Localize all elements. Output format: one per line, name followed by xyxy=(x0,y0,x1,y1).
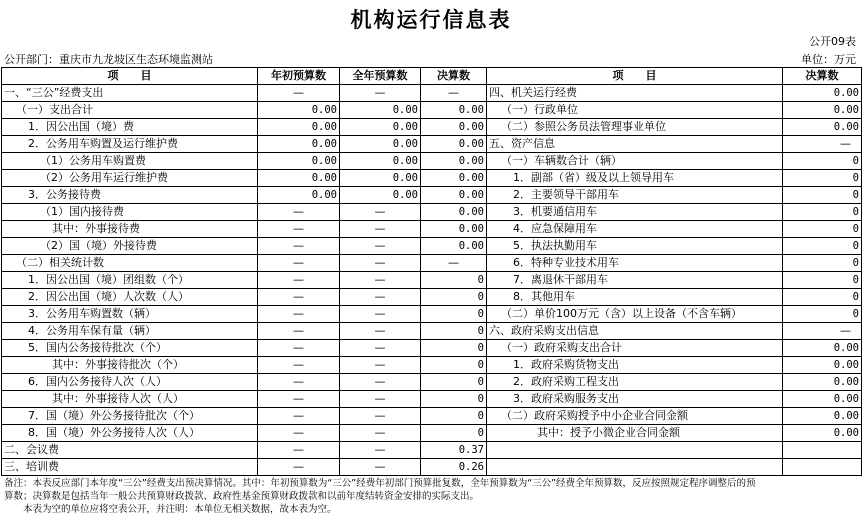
row-item: 2．公务用车购置及运行维护费 xyxy=(2,136,258,153)
row-final-account: 0 xyxy=(421,306,487,323)
row-final-account: 0 xyxy=(421,272,487,289)
row-final-account: 0.00 xyxy=(421,204,487,221)
header-final-account: 决算数 xyxy=(421,68,487,85)
row-final-account: 0.00 xyxy=(421,136,487,153)
row-item-right: 2．主要领导干部用车 xyxy=(487,187,783,204)
row-initial-budget: — xyxy=(258,306,340,323)
row-full-year-budget: — xyxy=(340,442,421,459)
row-item-right: （一）行政单位 xyxy=(487,102,783,119)
row-final-account-right: — xyxy=(783,136,862,153)
row-item: 二、会议费 xyxy=(2,442,258,459)
row-final-account: 0 xyxy=(421,374,487,391)
row-full-year-budget: — xyxy=(340,85,421,102)
row-item-right: 其中：授予小微企业合同金额 xyxy=(487,425,783,442)
row-full-year-budget: — xyxy=(340,459,421,476)
row-initial-budget: — xyxy=(258,425,340,442)
row-initial-budget: — xyxy=(258,408,340,425)
row-final-account: 0 xyxy=(421,340,487,357)
row-final-account: 0.37 xyxy=(421,442,487,459)
row-final-account: 0.00 xyxy=(421,170,487,187)
row-item-right: 3．政府采购服务支出 xyxy=(487,391,783,408)
row-initial-budget: — xyxy=(258,289,340,306)
row-initial-budget: — xyxy=(258,340,340,357)
table-row xyxy=(2,272,862,289)
table-row xyxy=(2,238,862,255)
row-item: 三、培训费 xyxy=(2,459,258,476)
row-final-account-right: 0.00 xyxy=(783,391,862,408)
table-row xyxy=(2,119,862,136)
row-full-year-budget: — xyxy=(340,408,421,425)
row-item: （二）相关统计数 xyxy=(2,255,258,272)
row-final-account: 0.00 xyxy=(421,102,487,119)
row-initial-budget: — xyxy=(258,391,340,408)
row-initial-budget: — xyxy=(258,255,340,272)
table-header-row xyxy=(2,68,862,85)
row-initial-budget: — xyxy=(258,459,340,476)
table-row xyxy=(2,459,862,476)
table-row xyxy=(2,153,862,170)
row-full-year-budget: — xyxy=(340,306,421,323)
header-item-right: 项 目 xyxy=(487,68,783,85)
row-initial-budget: — xyxy=(258,272,340,289)
row-item: 5．国内公务接待批次（个） xyxy=(2,340,258,357)
row-final-account: 0.00 xyxy=(421,153,487,170)
row-initial-budget: — xyxy=(258,323,340,340)
row-final-account: 0.00 xyxy=(421,187,487,204)
row-item-right xyxy=(487,442,783,459)
row-final-account-right: 0 xyxy=(783,272,862,289)
row-initial-budget: 0.00 xyxy=(258,119,340,136)
row-item-right: 6．特种专业技术用车 xyxy=(487,255,783,272)
row-item-right xyxy=(487,459,783,476)
row-final-account: 0 xyxy=(421,408,487,425)
row-item: 1．因公出国（境）费 xyxy=(2,119,258,136)
row-item: （2）国（境）外接待费 xyxy=(2,238,258,255)
row-full-year-budget: — xyxy=(340,204,421,221)
row-final-account-right: 0 xyxy=(783,153,862,170)
table-row xyxy=(2,255,862,272)
row-full-year-budget: 0.00 xyxy=(340,153,421,170)
header-item: 项 目 xyxy=(2,68,258,85)
row-item-right: （二）参照公务员法管理事业单位 xyxy=(487,119,783,136)
row-final-account-right: 0 xyxy=(783,289,862,306)
unit-label: 单位：万元 xyxy=(801,53,856,66)
row-item: 其中：外事接待批次（个） xyxy=(2,357,258,374)
row-item-right: （二）政府采购授予中小企业合同金额 xyxy=(487,408,783,425)
row-initial-budget: — xyxy=(258,204,340,221)
row-final-account-right xyxy=(783,442,862,459)
table-row xyxy=(2,340,862,357)
row-item-right: （一）政府采购支出合计 xyxy=(487,340,783,357)
row-item-right: 2．政府采购工程支出 xyxy=(487,374,783,391)
table-row xyxy=(2,425,862,442)
row-final-account: 0 xyxy=(421,391,487,408)
row-final-account: 0 xyxy=(421,323,487,340)
row-item: 8．国（境）外公务接待人次（人） xyxy=(2,425,258,442)
row-full-year-budget: 0.00 xyxy=(340,102,421,119)
table-row xyxy=(2,391,862,408)
row-final-account-right: 0 xyxy=(783,221,862,238)
row-item-right: （二）单价100万元（含）以上设备（不含车辆） xyxy=(487,306,783,323)
table-row xyxy=(2,85,862,102)
row-item: 其中：外事接待人次（人） xyxy=(2,391,258,408)
row-item: （一）支出合计 xyxy=(2,102,258,119)
row-full-year-budget: — xyxy=(340,323,421,340)
row-initial-budget: — xyxy=(258,442,340,459)
row-initial-budget: 0.00 xyxy=(258,187,340,204)
row-final-account: — xyxy=(421,85,487,102)
note-line: 本表为空的单位应将空表公开，并注明：本单位无相关数据，故本表为空。 xyxy=(4,504,337,515)
row-item: 6．国内公务接待人次（人） xyxy=(2,374,258,391)
row-initial-budget: 0.00 xyxy=(258,102,340,119)
row-final-account-right: 0.00 xyxy=(783,357,862,374)
header-initial-budget: 年初预算数 xyxy=(258,68,340,85)
row-final-account: 0 xyxy=(421,425,487,442)
row-initial-budget: 0.00 xyxy=(258,136,340,153)
row-initial-budget: — xyxy=(258,357,340,374)
row-full-year-budget: — xyxy=(340,425,421,442)
table-row xyxy=(2,204,862,221)
row-item: 其中：外事接待费 xyxy=(2,221,258,238)
row-full-year-budget: — xyxy=(340,238,421,255)
note-line: 备注：本表反应部门本年度“三公”经费支出预决算情况。其中：年初预算数为“三公”经费年初部门预算批复数，全年预算数为“三公”经费全年预算数，反应按照规定程序调整后的预 xyxy=(4,478,756,489)
row-item-right: 5．执法执勤用车 xyxy=(487,238,783,255)
table-row xyxy=(2,306,862,323)
row-initial-budget: 0.00 xyxy=(258,153,340,170)
row-final-account-right: 0 xyxy=(783,306,862,323)
header-full-year-budget: 全年预算数 xyxy=(340,68,421,85)
row-full-year-budget: — xyxy=(340,357,421,374)
row-final-account-right: — xyxy=(783,323,862,340)
row-initial-budget: — xyxy=(258,221,340,238)
row-final-account-right: 0.00 xyxy=(783,119,862,136)
row-item-right: 4．应急保障用车 xyxy=(487,221,783,238)
table-row xyxy=(2,442,862,459)
row-item-right: 六、政府采购支出信息 xyxy=(487,323,783,340)
row-initial-budget: — xyxy=(258,85,340,102)
row-item: 7．国（境）外公务接待批次（个） xyxy=(2,408,258,425)
notes xyxy=(4,477,856,516)
row-item-right: 3．机要通信用车 xyxy=(487,204,783,221)
row-item-right: （一）车辆数合计（辆） xyxy=(487,153,783,170)
table-row xyxy=(2,357,862,374)
department-label: 公开部门：重庆市九龙坡区生态环境监测站 xyxy=(4,53,213,66)
row-item-right: 1．政府采购货物支出 xyxy=(487,357,783,374)
row-final-account-right: 0.00 xyxy=(783,374,862,391)
row-item-right: 1．副部（省）级及以上领导用车 xyxy=(487,170,783,187)
row-full-year-budget: — xyxy=(340,289,421,306)
table-row xyxy=(2,136,862,153)
row-item: 3．公务接待费 xyxy=(2,187,258,204)
table-row xyxy=(2,187,862,204)
row-final-account-right: 0.00 xyxy=(783,408,862,425)
page-title: 机构运行信息表 xyxy=(350,8,512,32)
row-item: 一、“三公”经费支出 xyxy=(2,85,258,102)
row-full-year-budget: — xyxy=(340,374,421,391)
row-full-year-budget: — xyxy=(340,340,421,357)
row-item: （1）国内接待费 xyxy=(2,204,258,221)
row-final-account: — xyxy=(421,255,487,272)
row-item: 3．公务用车购置数（辆） xyxy=(2,306,258,323)
row-final-account-right xyxy=(783,459,862,476)
row-item: 1．因公出国（境）团组数（个） xyxy=(2,272,258,289)
row-final-account-right: 0.00 xyxy=(783,85,862,102)
row-full-year-budget: 0.00 xyxy=(340,170,421,187)
row-final-account: 0.00 xyxy=(421,238,487,255)
row-item: （1）公务用车购置费 xyxy=(2,153,258,170)
row-final-account-right: 0 xyxy=(783,238,862,255)
table-row xyxy=(2,323,862,340)
operation-info-table xyxy=(1,67,862,476)
row-final-account-right: 0 xyxy=(783,187,862,204)
row-item: 2．因公出国（境）人次数（人） xyxy=(2,289,258,306)
row-final-account-right: 0.00 xyxy=(783,425,862,442)
row-final-account-right: 0.00 xyxy=(783,102,862,119)
row-initial-budget: 0.00 xyxy=(258,170,340,187)
row-item-right: 四、机关运行经费 xyxy=(487,85,783,102)
row-full-year-budget: 0.00 xyxy=(340,119,421,136)
row-full-year-budget: — xyxy=(340,391,421,408)
row-final-account: 0.00 xyxy=(421,119,487,136)
row-final-account-right: 0 xyxy=(783,204,862,221)
row-final-account: 0 xyxy=(421,289,487,306)
row-final-account: 0 xyxy=(421,357,487,374)
table-row xyxy=(2,170,862,187)
table-row xyxy=(2,221,862,238)
header-final-account-right: 决算数 xyxy=(783,68,862,85)
row-full-year-budget: — xyxy=(340,255,421,272)
row-item-right: 五、资产信息 xyxy=(487,136,783,153)
row-full-year-budget: — xyxy=(340,221,421,238)
row-final-account-right: 0 xyxy=(783,170,862,187)
row-initial-budget: — xyxy=(258,238,340,255)
row-final-account-right: 0 xyxy=(783,255,862,272)
row-item-right: 8．其他用车 xyxy=(487,289,783,306)
row-full-year-budget: — xyxy=(340,272,421,289)
table-row xyxy=(2,374,862,391)
table-row xyxy=(2,102,862,119)
row-item: 4．公务用车保有量（辆） xyxy=(2,323,258,340)
table-row xyxy=(2,408,862,425)
row-initial-budget: — xyxy=(258,374,340,391)
row-final-account-right: 0.00 xyxy=(783,340,862,357)
row-full-year-budget: 0.00 xyxy=(340,136,421,153)
note-line: 算数；决算数是包括当年一般公共预算财政拨款、政府性基金预算财政拨款和以前年度结转资金安排的实际支出。 xyxy=(4,491,480,502)
form-number: 公开09表 xyxy=(809,35,856,48)
row-item-right: 7．离退休干部用车 xyxy=(487,272,783,289)
row-full-year-budget: 0.00 xyxy=(340,187,421,204)
row-item: （2）公务用车运行维护费 xyxy=(2,170,258,187)
table-row xyxy=(2,289,862,306)
row-final-account: 0.26 xyxy=(421,459,487,476)
row-final-account: 0.00 xyxy=(421,221,487,238)
